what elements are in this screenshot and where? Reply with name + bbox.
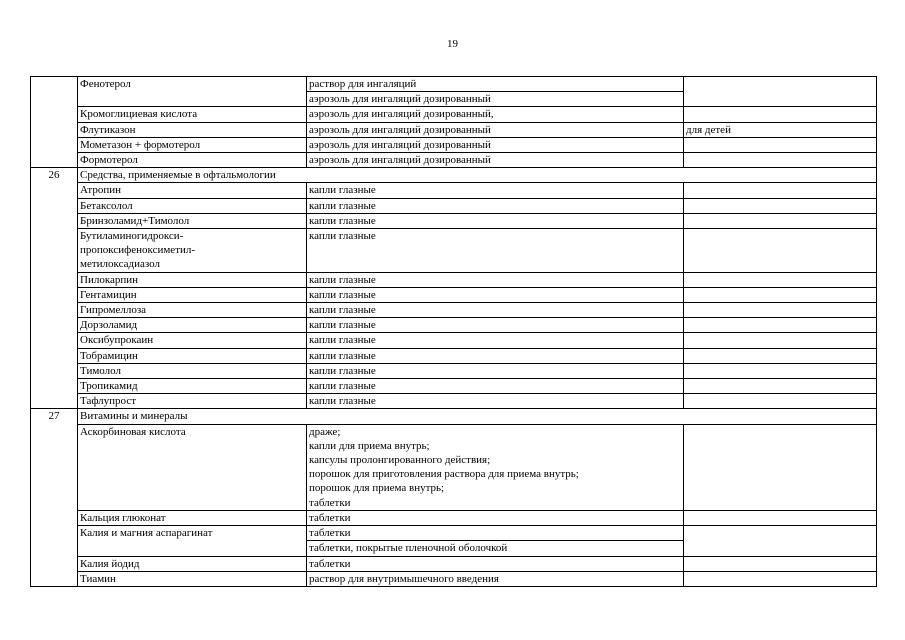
table-row [31,303,877,318]
dosage-form: аэрозоль для ингаляций дозированный [307,122,684,137]
table-row [31,198,877,213]
section-header-row [31,168,877,183]
drug-name: Флутиказон [78,122,307,137]
drug-name: Бетаксолол [78,198,307,213]
dosage-form: капли глазные [307,229,684,273]
dosage-form: раствор для внутримышечного введения [307,571,684,586]
note [684,556,877,571]
table-row [31,153,877,168]
table-row [31,122,877,137]
note [684,510,877,525]
drug-name: Тобрамицин [78,348,307,363]
section-title: Витамины и минералы [78,409,877,424]
drug-name: Фенотерол [78,77,307,107]
drug-name: Калия йодид [78,556,307,571]
dosage-form: аэрозоль для ингаляций дозированный, [307,107,684,122]
dosage-form: таблетки [307,526,684,541]
note [684,379,877,394]
table-row [31,333,877,348]
dosage-form: капли глазные [307,303,684,318]
drug-name: Оксибупрокаин [78,333,307,348]
dosage-form: капли глазные [307,394,684,409]
note [684,363,877,378]
drug-name: Кальция глюконат [78,510,307,525]
note [684,183,877,198]
drug-name: Тафлупрост [78,394,307,409]
drug-name: Калия и магния аспарагинат [78,526,307,556]
table-row [31,348,877,363]
note [684,348,877,363]
drug-name: Тропикамид [78,379,307,394]
note [684,318,877,333]
dosage-form: аэрозоль для ингаляций дозированный [307,137,684,152]
drug-name: Формотерол [78,153,307,168]
dosage-form: капли глазные [307,287,684,302]
drug-name: Бринзоламид+Тимолол [78,213,307,228]
drug-name: Тимолол [78,363,307,378]
dosage-form: драже; капли для приема внутрь; капсулы пролонгированного действия; порошок для приготовления раствора для приема внутрь; порошок для приема внутрь; таблетки [307,424,684,510]
note [684,153,877,168]
note [684,272,877,287]
table-row [31,526,877,541]
note [684,287,877,302]
note [684,77,877,107]
table-row [31,510,877,525]
page-number: 19 [447,38,458,50]
dosage-form: таблетки, покрытые пленочной оболочкой [307,541,684,556]
drug-name: Пилокарпин [78,272,307,287]
table-row [31,213,877,228]
drug-table [30,76,877,587]
note [684,571,877,586]
drug-name: Бутиламиногидрокси- пропоксифеноксиметил- метилоксадиазол [78,229,307,273]
dosage-form: капли глазные [307,213,684,228]
dosage-form: капли глазные [307,348,684,363]
section-number [31,77,78,168]
note [684,526,877,556]
table-row [31,272,877,287]
section-number: 27 [31,409,78,586]
note [684,107,877,122]
drug-name: Кромоглициевая кислота [78,107,307,122]
dosage-form: капли глазные [307,333,684,348]
table-row [31,318,877,333]
table-row [31,137,877,152]
note [684,394,877,409]
dosage-form: раствор для ингаляций [307,77,684,92]
dosage-form: таблетки [307,556,684,571]
note [684,198,877,213]
drug-name: Дорзоламид [78,318,307,333]
note [684,303,877,318]
dosage-form: капли глазные [307,318,684,333]
table-row [31,287,877,302]
dosage-form: капли глазные [307,379,684,394]
dosage-form: аэрозоль для ингаляций дозированный [307,92,684,107]
dosage-form: таблетки [307,510,684,525]
dosage-form: капли глазные [307,198,684,213]
table-row [31,183,877,198]
section-header-row [31,409,877,424]
table-row [31,571,877,586]
section-title: Средства, применяемые в офтальмологии [78,168,877,183]
dosage-form: капли глазные [307,363,684,378]
note [684,424,877,510]
table-row [31,424,877,510]
note: для детей [684,122,877,137]
note [684,137,877,152]
table-row [31,77,877,92]
dosage-form: аэрозоль для ингаляций дозированный [307,153,684,168]
note [684,229,877,273]
drug-name: Гентамицин [78,287,307,302]
section-number: 26 [31,168,78,409]
table-row [31,107,877,122]
table-row [31,363,877,378]
dosage-form: капли глазные [307,183,684,198]
note [684,213,877,228]
table-row [31,394,877,409]
dosage-form: капли глазные [307,272,684,287]
drug-name: Гипромеллоза [78,303,307,318]
table-row [31,229,877,273]
drug-name: Атропин [78,183,307,198]
table-row [31,556,877,571]
drug-name: Мометазон + формотерол [78,137,307,152]
drug-name: Тиамин [78,571,307,586]
drug-name: Аскорбиновая кислота [78,424,307,510]
table-row [31,379,877,394]
note [684,333,877,348]
